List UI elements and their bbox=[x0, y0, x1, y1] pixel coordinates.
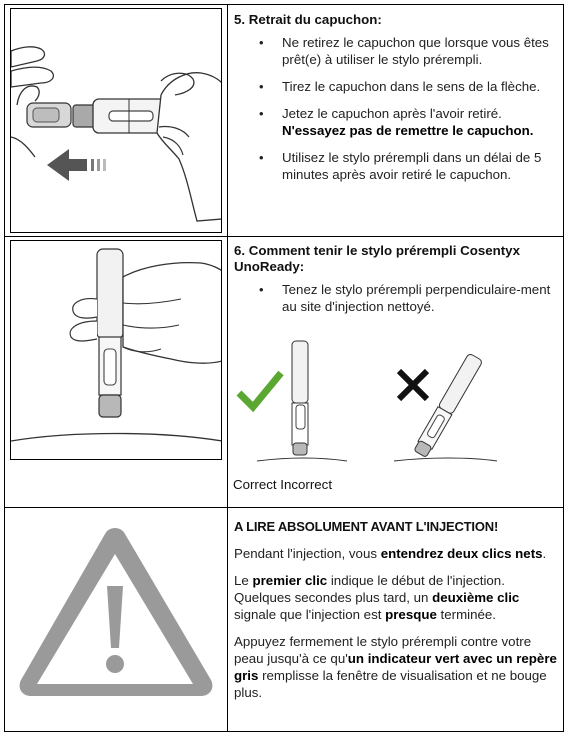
warning-triangle-icon bbox=[5, 508, 228, 732]
hand-holding-pen-illustration bbox=[11, 241, 222, 460]
warning-paragraph-3: Appuyez fermement le stylo prérempli contre votre peau jusqu'à ce qu'un indicateur vert avec un repère gris remplisse la fenêtre de visualisation et ne bouge plus. bbox=[234, 634, 557, 700]
list-item: • Tenez le stylo prérempli perpendiculaire-ment au site d'injection nettoyé. bbox=[256, 281, 557, 315]
check-icon bbox=[239, 373, 281, 407]
correct-incorrect-diagram bbox=[229, 333, 499, 463]
cap-removal-figure-cell bbox=[5, 5, 228, 236]
list-item: • Ne retirez le capuchon que lorsque vous êtes prêt(e) à utiliser le stylo prérempli. bbox=[256, 34, 557, 68]
list-item: • Jetez le capuchon après l'avoir retiré. N'essayez pas de remettre le capuchon. bbox=[256, 105, 557, 139]
pull-direction-arrow bbox=[47, 149, 87, 181]
warning-figure-cell bbox=[5, 508, 228, 731]
cap-removal-illustration bbox=[10, 8, 222, 233]
pen-holding-bullet-list bbox=[234, 281, 557, 315]
row-pen-holding bbox=[5, 236, 563, 507]
list-item: • Utilisez le stylo prérempli dans un délai de 5 minutes après avoir retiré le capuchon. bbox=[256, 149, 557, 183]
pen-holding-illustration bbox=[10, 240, 222, 460]
hand-pulling-cap-illustration bbox=[11, 9, 222, 232]
row-cap-removal bbox=[5, 5, 563, 236]
instruction-table bbox=[4, 4, 564, 732]
cap-removal-bullet-list bbox=[234, 34, 557, 183]
section-6-title: 6. Comment tenir le stylo prérempli Cosentyx UnoReady: bbox=[234, 243, 520, 274]
warning-heading: A LIRE ABSOLUMENT AVANT L'INJECTION! bbox=[234, 519, 499, 534]
cap-removal-text-cell bbox=[229, 5, 563, 236]
section-5-title: 5. Retrait du capuchon: bbox=[234, 12, 382, 27]
pen-holding-figure-cell bbox=[5, 237, 228, 507]
warning-text-cell bbox=[229, 508, 563, 731]
warning-paragraph-2: Le premier clic indique le début de l'injection. Quelques secondes plus tard, un deuxième clic signale que l'injection est presque terminée. bbox=[234, 573, 520, 622]
warning-paragraph-1: Pendant l'injection, vous entendrez deux clics nets. bbox=[234, 546, 547, 561]
list-item: • Tirez le capuchon dans le sens de la flèche. bbox=[256, 78, 557, 95]
row-warning bbox=[5, 507, 563, 731]
correct-incorrect-caption: Correct Incorrect bbox=[233, 477, 333, 492]
pen-holding-text-cell bbox=[229, 237, 563, 507]
